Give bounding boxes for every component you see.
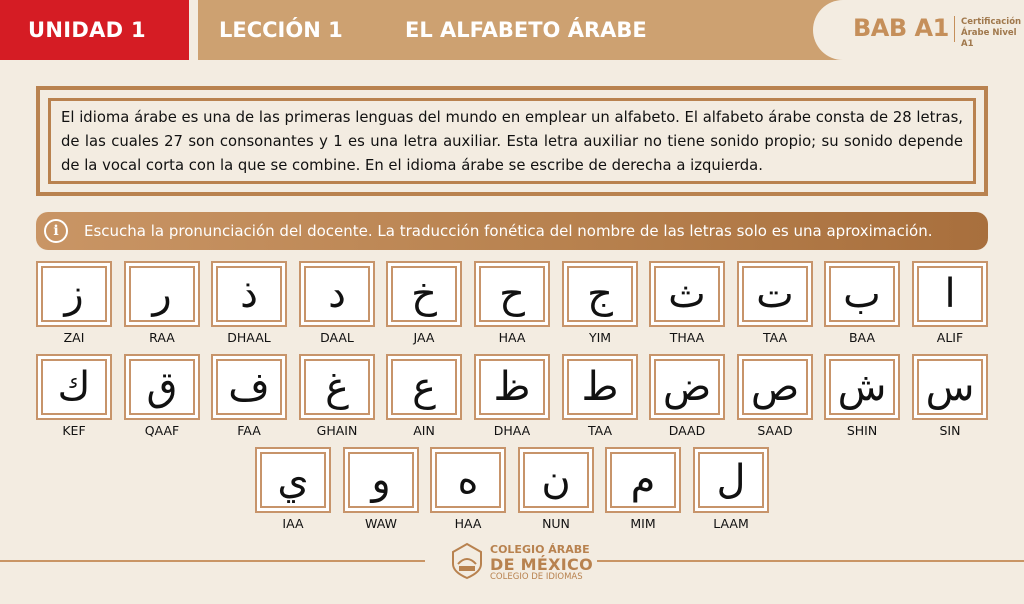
- arabic-letter: ر: [129, 266, 195, 322]
- letter-name: SIN: [939, 423, 961, 438]
- arabic-letter: ت: [742, 266, 808, 322]
- letter-name: QAAF: [144, 423, 180, 438]
- info-icon: i: [44, 219, 68, 243]
- letter-name: HAA: [498, 330, 526, 345]
- letter-card: [255, 447, 331, 531]
- footer-school-line3: COLEGIO DE IDIOMAS: [490, 572, 583, 582]
- letter-card: [386, 354, 462, 438]
- arabic-letter: ن: [523, 452, 589, 508]
- letter-card: [912, 354, 988, 438]
- letter-name: LAAM: [713, 516, 749, 531]
- footer-line-right: [597, 560, 1024, 562]
- letter-card: [36, 261, 112, 345]
- brand-certification: [961, 17, 1024, 50]
- letter-name: AIN: [413, 423, 435, 438]
- letter-box: [649, 354, 725, 420]
- letter-card: [649, 354, 725, 438]
- letter-card: [386, 261, 462, 345]
- letter-box: [518, 447, 594, 513]
- letter-name: KEF: [62, 423, 86, 438]
- letter-box: [737, 354, 813, 420]
- letter-box: [605, 447, 681, 513]
- letter-card: [693, 447, 769, 531]
- school-logo-icon: [449, 542, 485, 580]
- letter-name: BAA: [848, 330, 876, 345]
- letter-name: RAA: [149, 330, 175, 345]
- arabic-letter: س: [917, 359, 983, 415]
- arabic-letter: ي: [260, 452, 326, 508]
- arabic-letter: ص: [742, 359, 808, 415]
- letter-card: [36, 354, 112, 438]
- arabic-letter: ض: [654, 359, 720, 415]
- letter-box: [343, 447, 419, 513]
- info-text: Escucha la pronunciación del docente. La traducción fonética del nombre de las letras solo es una aproximación.: [84, 222, 933, 240]
- letter-card: [605, 447, 681, 531]
- letter-card: [912, 261, 988, 345]
- arabic-letter: ث: [654, 266, 720, 322]
- letter-box: [386, 261, 462, 327]
- letter-box: [299, 354, 375, 420]
- letter-name: TAA: [587, 423, 613, 438]
- letter-box: [474, 354, 550, 420]
- letter-card: [737, 261, 813, 345]
- letter-box: [255, 447, 331, 513]
- arabic-letter: ح: [479, 266, 545, 322]
- arabic-letter: ق: [129, 359, 195, 415]
- letter-card: [518, 447, 594, 531]
- letter-name: TAA: [762, 330, 788, 345]
- letter-card: [343, 447, 419, 531]
- letter-box: [124, 354, 200, 420]
- letter-name: DHAA: [493, 423, 531, 438]
- footer-school-line1: COLEGIO ÁRABE: [490, 543, 590, 556]
- arabic-letter: خ: [391, 266, 457, 322]
- letter-card: [124, 354, 200, 438]
- arabic-letter: ظ: [479, 359, 545, 415]
- letter-name: WAW: [365, 516, 397, 531]
- letter-card: [124, 261, 200, 345]
- letter-card: [211, 261, 287, 345]
- arabic-letter: ذ: [216, 266, 282, 322]
- letter-card: [299, 261, 375, 345]
- intro-box: [36, 86, 988, 196]
- letter-name: THAA: [669, 330, 705, 345]
- letter-box: [912, 261, 988, 327]
- letter-card: [824, 354, 900, 438]
- letter-card: [824, 261, 900, 345]
- letter-card: [562, 354, 638, 438]
- brand-divider: [954, 16, 955, 42]
- brand-cert-line1: Certificación: [961, 17, 1022, 27]
- arabic-letter: ج: [567, 266, 633, 322]
- letter-box: [737, 261, 813, 327]
- letter-card: [649, 261, 725, 345]
- letter-box: [824, 261, 900, 327]
- letter-box: [430, 447, 506, 513]
- letter-box: [649, 261, 725, 327]
- letter-box: [124, 261, 200, 327]
- brand-logo: BAB A1: [853, 14, 949, 42]
- letter-name: NUN: [542, 516, 570, 531]
- arabic-letter: ش: [829, 359, 895, 415]
- letter-card: [562, 261, 638, 345]
- arabic-letter: ع: [391, 359, 457, 415]
- topic-title: EL ALFABETO ÁRABE: [405, 18, 647, 42]
- arabic-letter: ه: [435, 452, 501, 508]
- arabic-letter: ك: [41, 359, 107, 415]
- letter-card: [474, 261, 550, 345]
- letter-box: [562, 354, 638, 420]
- unit-label: UNIDAD 1: [0, 0, 189, 60]
- footer-school-line2: DE MÉXICO: [490, 555, 593, 574]
- arabic-letter: ل: [698, 452, 764, 508]
- letter-name: IAA: [282, 516, 304, 531]
- header: [0, 0, 1024, 60]
- letter-name: SHIN: [846, 423, 878, 438]
- arabic-letter: ب: [829, 266, 895, 322]
- letter-box: [386, 354, 462, 420]
- letter-name: DAAD: [668, 423, 706, 438]
- letter-box: [693, 447, 769, 513]
- intro-text: El idioma árabe es una de las primeras lenguas del mundo en emplear un alfabeto. El alfabeto árabe consta de 28 letras, de las cuales 27 son consonantes y 1 es una letra auxiliar. Esta letra auxiliar no tiene sonido propio; su sonido depende de la vocal corta con la que se combine. En el idioma árabe se escribe de derecha a izquierda.: [48, 98, 976, 184]
- footer-line-left: [0, 560, 425, 562]
- letter-name: GHAIN: [316, 423, 358, 438]
- arabic-letter: م: [610, 452, 676, 508]
- brand-cert-line2: Árabe Nivel A1: [961, 28, 1017, 49]
- lesson-label: LECCIÓN 1: [219, 18, 343, 42]
- letter-box: [211, 354, 287, 420]
- letter-name: HAA: [454, 516, 482, 531]
- letter-name: JAA: [413, 330, 435, 345]
- letter-name: MIM: [630, 516, 656, 531]
- letter-box: [912, 354, 988, 420]
- letter-card: [474, 354, 550, 438]
- info-banner: [36, 212, 988, 250]
- letter-name: DAAL: [320, 330, 354, 345]
- arabic-letter: ز: [41, 266, 107, 322]
- arabic-letter: غ: [304, 359, 370, 415]
- letter-box: [824, 354, 900, 420]
- arabic-letter: و: [348, 452, 414, 508]
- letter-box: [299, 261, 375, 327]
- letter-name: FAA: [237, 423, 261, 438]
- letter-name: ALIF: [936, 330, 964, 345]
- letter-name: ZAI: [63, 330, 85, 345]
- arabic-letter: ا: [917, 266, 983, 322]
- letter-card: [737, 354, 813, 438]
- letter-box: [562, 261, 638, 327]
- arabic-letter: د: [304, 266, 370, 322]
- arabic-letter: ف: [216, 359, 282, 415]
- letter-box: [474, 261, 550, 327]
- letter-card: [211, 354, 287, 438]
- letter-box: [36, 261, 112, 327]
- letter-box: [36, 354, 112, 420]
- letter-box: [211, 261, 287, 327]
- letter-name: SAAD: [757, 423, 793, 438]
- letter-card: [430, 447, 506, 531]
- letter-card: [299, 354, 375, 438]
- letter-name: YIM: [588, 330, 612, 345]
- letter-name: DHAAL: [227, 330, 271, 345]
- arabic-letter: ط: [567, 359, 633, 415]
